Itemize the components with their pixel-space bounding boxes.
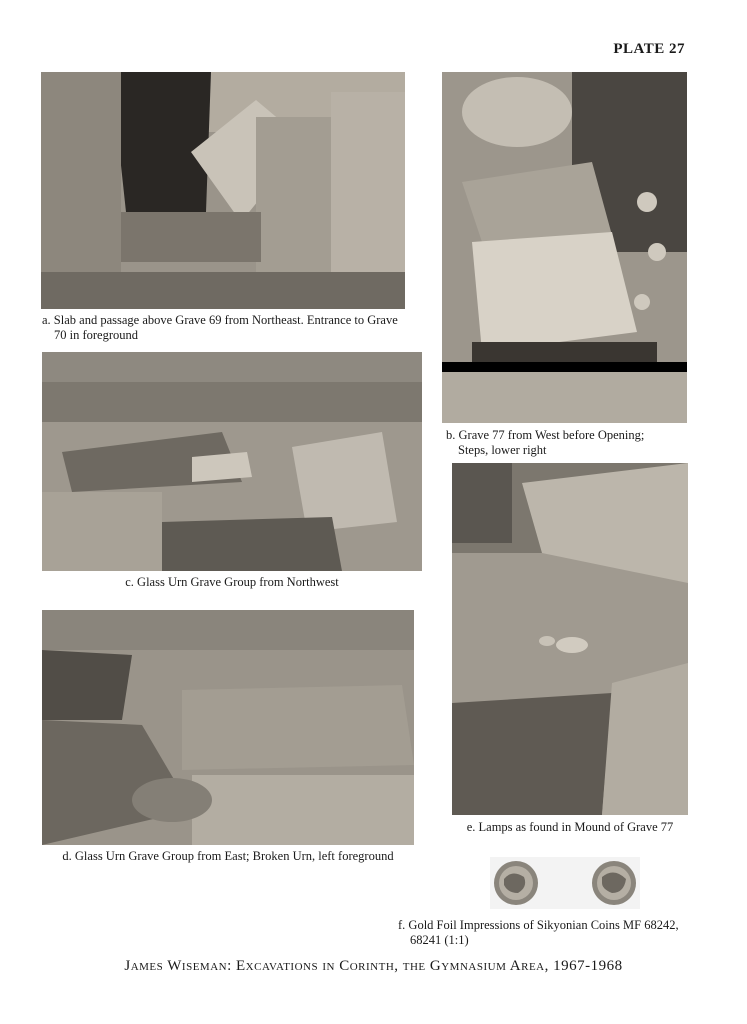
photo-e-lamps-mound-grave-77 [452,463,688,815]
caption-c-lead: c. Glass Urn Grave Group from Northwest [125,575,339,589]
caption-f-cont: 68241 (1:1) [410,933,469,947]
caption-d-lead: d. Glass Urn Grave Group from East; Broken Urn, left foreground [62,849,394,863]
caption-a [42,313,417,343]
running-footer: James Wiseman: Excavations in Corinth, the Gymnasium Area, 1967-1968 [124,958,623,974]
caption-c [42,575,422,590]
photo-d-glass-urn-east [42,610,414,845]
caption-f [398,918,708,948]
caption-a-lead: a. Slab and passage above Grave 69 from Northeast. Entrance to Grave [42,313,398,327]
photo-f-gold-foil-coins [490,857,640,909]
caption-d [42,849,414,864]
plate-number: PLATE 27 [613,41,685,57]
photo-b-grave-77-west [442,72,687,423]
caption-a-cont: 70 in foreground [54,328,139,342]
photo-a-slab-passage-grave-69 [41,72,405,309]
caption-e [452,820,688,835]
caption-b [446,428,686,458]
caption-e-lead: e. Lamps as found in Mound of Grave 77 [466,820,674,834]
photo-c-glass-urn-northwest [42,352,422,571]
caption-b-lead: b. Grave 77 from West before Opening; [446,428,645,442]
caption-f-lead: f. Gold Foil Impressions of Sikyonian Coins MF 68242, [398,918,679,932]
caption-b-cont: Steps, lower right [458,443,547,457]
